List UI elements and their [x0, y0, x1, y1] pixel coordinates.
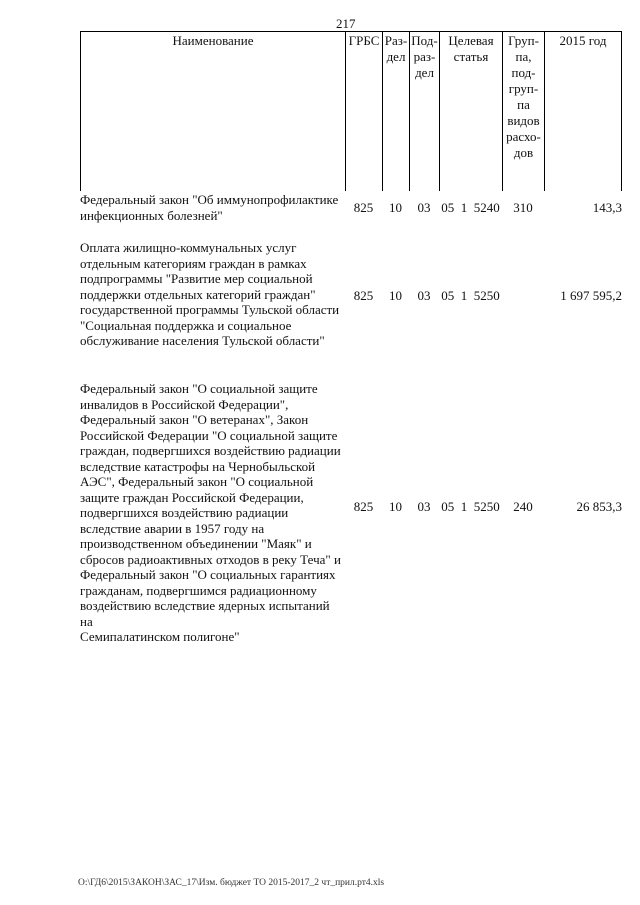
row-2-name: Оплата жилищно-коммунальных услуг отдельным категориям граждан в рамках подпрограммы "Развитие мер социальной поддержки отдельных категорий граждан" государственной программы Тульской области "Социальная поддержка и социальное обслуживание населения Тульской области": [80, 240, 340, 348]
row-3-group: 240: [513, 499, 533, 514]
header-razdel: Раз- дел: [382, 31, 409, 191]
row-3-grbs: 825: [353, 499, 374, 514]
header-year: 2015 год: [544, 31, 622, 191]
row-1-group: 310: [513, 200, 533, 215]
row-2-podrazdel: 03: [417, 288, 431, 303]
row-3-name: Федеральный закон "О социальной защите инвалидов в Российской Федерации", Федеральный закон "О ветеранах", Закон Российской Федерации "О социальной защите граждан, подвергшихся воздействию радиации вследствие катастрофы на Чернобыльской АЭС", Федеральный закон "О социальной защите граждан Российской Федерации, подвергшихся воздействию радиации вследствие аварии в 1957 году на производственном объединении "Маяк" и сбросов радиоактивных отходов в реку Теча" и Федеральный закон "О социальных гарантиях гражданам, подвергшимся радиационному воздействию вследствие ядерных испытаний на Семипалатинском полигоне": [80, 381, 341, 644]
row-1-name: Федеральный закон "Об иммунопрофилактике инфекционных болезней": [80, 192, 339, 223]
row-1-amount: 143,3: [592, 200, 622, 215]
row-1-grbs: 825: [353, 200, 374, 215]
row-2-amount: 1 697 595,2: [560, 288, 622, 303]
row-1-razdel: 10: [389, 200, 402, 215]
page-number: 217: [336, 16, 356, 31]
row-1-target: 05 1 5240: [441, 200, 500, 215]
header-target: Целевая статья: [439, 31, 502, 191]
header-group: Груп- па, под- груп- па видов расхо- дов: [502, 31, 544, 191]
row-2-grbs: 825: [353, 288, 374, 303]
header-podrazdel: Под- раз- дел: [409, 31, 439, 191]
header-grbs: ГРБС: [345, 31, 382, 191]
row-3-podrazdel: 03: [417, 499, 431, 514]
header-name: Наименование: [80, 31, 345, 191]
row-2-razdel: 10: [389, 288, 402, 303]
row-3-razdel: 10: [389, 499, 402, 514]
row-3-amount: 26 853,3: [576, 499, 622, 514]
row-3-target: 05 1 5250: [441, 499, 500, 514]
file-path-footer: O:\ГД6\2015\ЗАКОН\ЗАС_17\Изм. бюджет ТО 2015-2017_2 чт_прил.рт4.xls: [78, 878, 385, 888]
row-2-target: 05 1 5250: [441, 288, 500, 303]
row-1-podrazdel: 03: [417, 200, 431, 215]
